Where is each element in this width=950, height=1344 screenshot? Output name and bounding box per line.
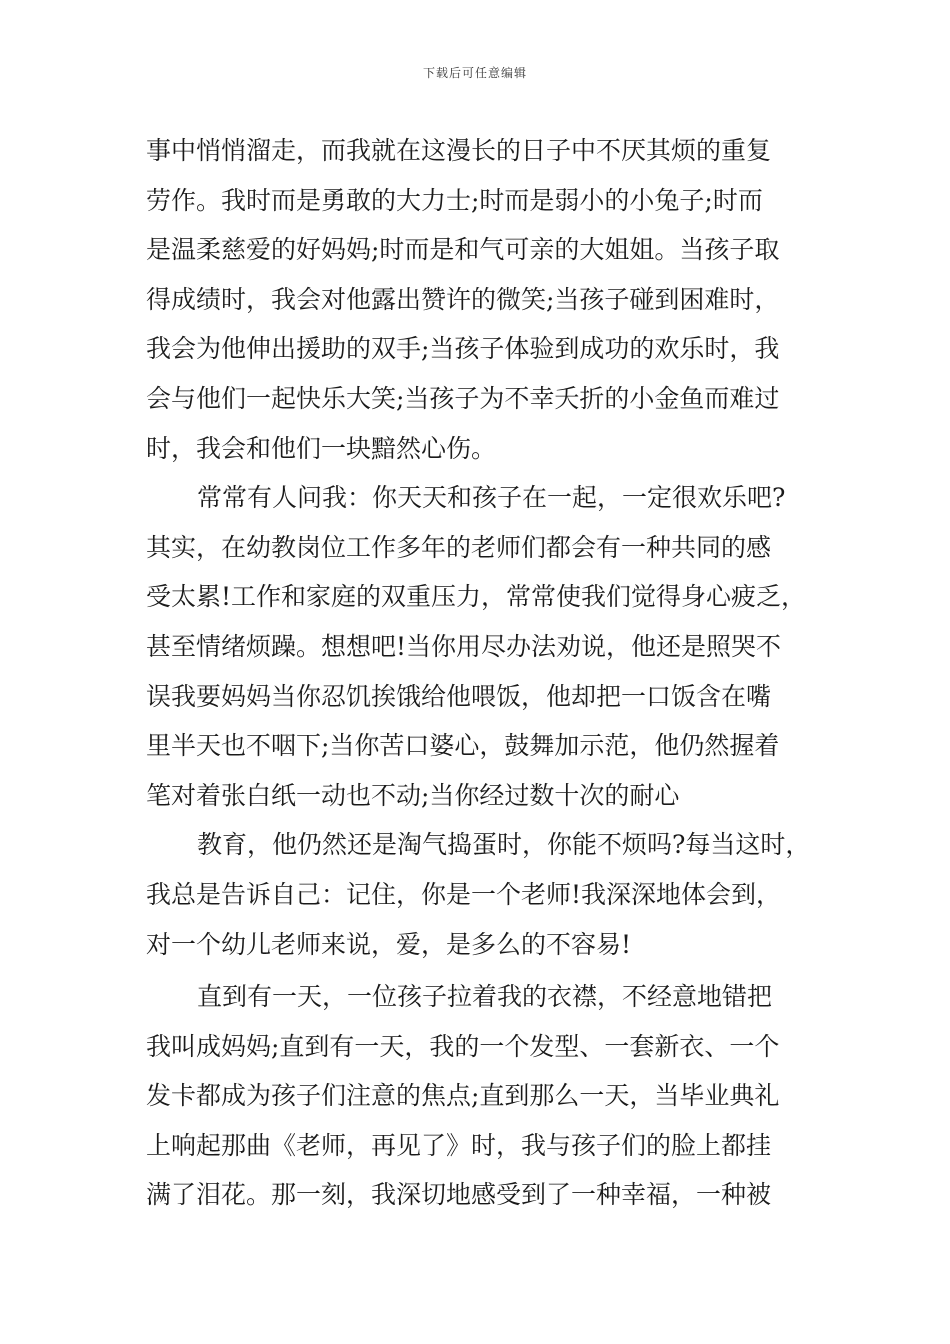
text-line: 时，我会和他们一块黯然心伤。 [146, 433, 497, 463]
text-line: 劳作。我时而是勇敢的大力士;时而是弱小的小兔子;时而 [146, 185, 763, 215]
document-body [146, 126, 810, 1220]
text-line: 笔对着张白纸一动也不动;当你经过数十次的耐心 [146, 780, 680, 810]
text-line: 发卡都成为孩子们注意的焦点;直到那么一天，当毕业典礼 [146, 1081, 780, 1111]
text-line: 得成绩时，我会对他露出赞许的微笑;当孩子碰到困难时， [146, 284, 780, 314]
paragraph-first-line: 常常有人问我：你天天和孩子在一起，一定很欢乐吧? [197, 483, 786, 513]
paragraph-first-line: 教育，他仍然还是淘气捣蛋时，你能不烦吗?每当这时， [197, 830, 811, 860]
text-line: 是温柔慈爱的好妈妈;时而是和气可亲的大姐姐。当孩子取 [146, 235, 780, 265]
text-line: 受太累!工作和家庭的双重压力，常常使我们觉得身心疲乏， [146, 582, 807, 612]
text-line: 上响起那曲《老师，再见了》时，我与孩子们的脸上都挂 [146, 1130, 772, 1160]
text-line: 我会为他伸出援助的双手;当孩子体验到成功的欢乐时，我 [146, 334, 780, 364]
text-line: 误我要妈妈当你忍饥挨饿给他喂饭，他却把一口饭含在嘴 [146, 681, 772, 711]
page-header: 下载后可任意编辑 [422, 66, 527, 80]
text-line: 甚至情绪烦躁。想想吧!当你用尽办法劝说，他还是照哭不 [146, 631, 782, 661]
text-line: 会与他们一起快乐大笑;当孩子为不幸夭折的小金鱼而难过 [146, 383, 780, 413]
text-line: 满了泪花。那一刻，我深切地感受到了一种幸福，一种被 [146, 1180, 772, 1210]
text-line: 里半天也不咽下;当你苦口婆心，鼓舞加示范，他仍然握着 [146, 731, 780, 761]
text-line: 我总是告诉自己：记住，你是一个老师!我深深地体会到， [146, 879, 782, 909]
text-line: 我叫成妈妈;直到有一天，我的一个发型、一套新衣、一个 [146, 1031, 780, 1061]
text-line: 对一个幼儿老师来说，爱，是多么的不容易! [146, 929, 632, 959]
paragraph-first-line: 直到有一天，一位孩子拉着我的衣襟，不经意地错把 [197, 982, 773, 1012]
text-line: 其实，在幼教岗位工作多年的老师们都会有一种共同的感 [146, 532, 772, 562]
text-line: 事中悄悄溜走，而我就在这漫长的日子中不厌其烦的重复 [146, 136, 772, 165]
